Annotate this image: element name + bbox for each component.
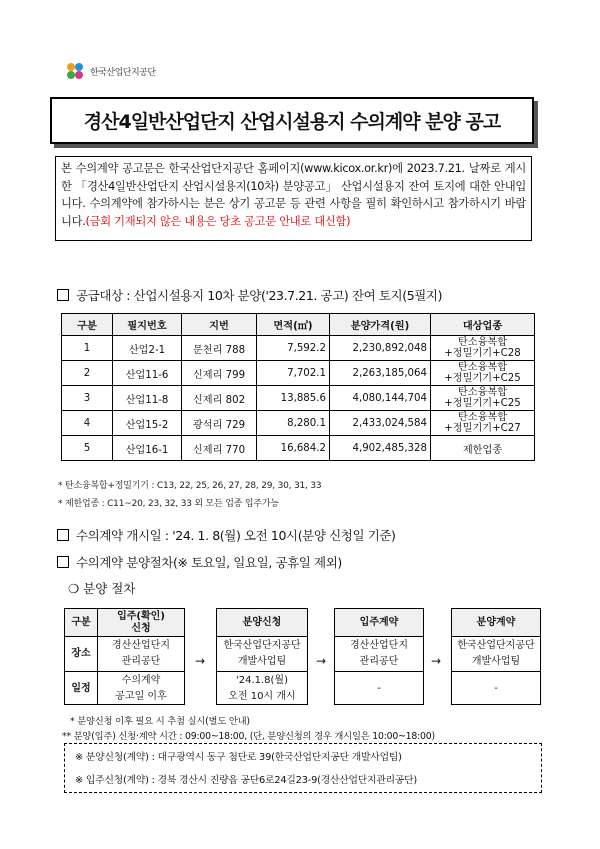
col-header-area: 면적(㎡) [257, 314, 330, 336]
cell-area: 7,702.1 [257, 361, 330, 386]
cell-lot: 신제리 770 [182, 436, 257, 461]
step4-place: 한국산업단지공단 개발사업팀 [457, 640, 535, 667]
cell-industry [431, 411, 535, 436]
cell-area: 8,280.1 [257, 411, 330, 436]
table-header-row [62, 314, 535, 336]
cell-price: 4,902,485,328 [330, 436, 431, 461]
process-label-column [64, 608, 98, 705]
industry-line1: 탄소융복합 [457, 412, 508, 423]
cell-no: 4 [62, 411, 113, 436]
cell-parcel: 산업11-8 [113, 386, 182, 411]
step4-schedule: - [452, 671, 540, 706]
address-box [64, 743, 542, 793]
step2-place: 한국산업단지공단 개발사업팀 [223, 640, 301, 667]
checkbox-square-icon [57, 556, 69, 568]
cell-lot: 신제리 799 [182, 361, 257, 386]
process-step-occupancy-contract [334, 608, 424, 705]
procedure-heading-text: 수의계약 분양절차(※ 토요일, 일요일, 공휴일 제외) [76, 555, 342, 570]
step3-schedule: - [335, 671, 423, 706]
industry-line2: +정밀기기+C25 [444, 398, 521, 409]
title-box [50, 97, 534, 144]
industry-line1: 탄소융복합 [457, 337, 508, 348]
notice-red-text: (금회 기재되지 않은 내용은 당초 공고문 안내로 대신함) [85, 214, 351, 228]
note-hours: ** 분양(입주) 신청·계약 시간 : 09:00~18:00, (단, 분양신청의 경우 개시일은 10:00~18:00) [62, 731, 435, 742]
table-row [62, 361, 535, 386]
table-row [62, 386, 535, 411]
supply-heading [57, 286, 442, 304]
step2-schedule: '24.1.8(월) 오전 10시 개시 [217, 671, 307, 706]
table-row [62, 411, 535, 436]
kicox-logo-icon [64, 60, 86, 82]
cell-price: 2,230,892,048 [330, 336, 431, 361]
arrow-icon: → [316, 654, 327, 668]
table-row [62, 336, 535, 361]
page-title: 경산4일반산업단지 산업시설용지 수의계약 분양 공고 [83, 111, 501, 133]
cell-industry [431, 436, 535, 461]
cell-parcel: 산업2-1 [113, 336, 182, 361]
start-date-heading [57, 526, 396, 544]
cell-industry [431, 336, 535, 361]
col-header-parcel: 필지번호 [113, 314, 182, 336]
cell-no: 5 [62, 436, 113, 461]
col-header-price: 분양가격(원) [330, 314, 431, 336]
cell-industry [431, 386, 535, 411]
process-label-place: 장소 [71, 648, 91, 659]
cell-price: 2,433,024,584 [330, 411, 431, 436]
cell-parcel: 산업11-6 [113, 361, 182, 386]
procedure-subheading: ❍ 분양 절차 [68, 581, 136, 596]
table-row [62, 436, 535, 461]
cell-no: 3 [62, 386, 113, 411]
cell-area: 16,684.2 [257, 436, 330, 461]
process-step-occupancy-request [97, 608, 185, 705]
notice-text: 본 수의계약 공고문은 한국산업단지공단 홈페이지(www.kicox.or.kr)에 2023.7.21. 날짜로 게시한 「경산4일반산업단지 산업시설용지(10차) 분양공고」 산업시설용지 잔여 토지에 대한 안내입니다. 수의계약에 참가하시는 분은 상기 공고문 등 관련 사항을 필히 확인하시고 참가하시기 바랍니다. [61, 162, 526, 228]
arrow-icon: → [431, 654, 442, 668]
step3-place: 경산산업단지 관리공단 [350, 640, 408, 667]
industry-line2: +정밀기기+C27 [444, 423, 521, 434]
start-date-text: 수의계약 개시일 : '24. 1. 8(월) 오전 10시(분양 신청일 기준) [76, 528, 396, 543]
industry-line2: +정밀기기+C28 [444, 348, 521, 359]
step1-header: 입주(확인) 신청 [98, 609, 184, 637]
notice-box [55, 156, 532, 241]
step4-header: 분양계약 [452, 609, 540, 637]
note-lottery: * 분양신청 이후 필요 시 추첨 실시(별도 안내) [70, 716, 250, 727]
col-header-lot: 지번 [182, 314, 257, 336]
arrow-icon: → [195, 654, 206, 668]
step2-header: 분양신청 [217, 609, 307, 637]
cell-price: 4,080,144,704 [330, 386, 431, 411]
cell-lot: 신제리 802 [182, 386, 257, 411]
checkbox-square-icon [57, 529, 69, 541]
step3-header: 입주계약 [335, 609, 423, 637]
parcel-table [61, 313, 535, 461]
footnote-restricted: * 제한업종 : C11~20, 23, 32, 33 외 모든 업종 입주가능 [58, 499, 279, 509]
cell-price: 2,263,185,064 [330, 361, 431, 386]
cell-area: 7,592.2 [257, 336, 330, 361]
process-label-schedule: 일정 [65, 671, 97, 706]
cell-lot: 문천리 788 [182, 336, 257, 361]
procedure-heading [57, 553, 342, 571]
industry-line2: +정밀기기+C25 [444, 373, 521, 384]
col-header-industry: 대상업종 [431, 314, 535, 336]
cell-industry [431, 361, 535, 386]
footnote-carbon: * 탄소융복합+정밀기기 : C13, 22, 25, 26, 27, 28, 29, 30, 31, 33 [58, 481, 322, 491]
industry-line1: 제한업종 [462, 444, 503, 456]
supply-text: 공급대상 : 산업시설용지 10차 분양('23.7.21. 공고) 잔여 토지(5필지) [76, 288, 443, 303]
industry-line1: 탄소융복합 [457, 387, 508, 398]
cell-lot: 광석리 729 [182, 411, 257, 436]
process-label-header: 구분 [65, 609, 97, 637]
address-sale: ※ 분양신청(계약) : 대구광역시 동구 첨단로 39(한국산업단지공단 개발사업팀) [75, 752, 402, 763]
industry-line1: 탄소융복합 [457, 362, 508, 373]
cell-parcel: 산업16-1 [113, 436, 182, 461]
checkbox-square-icon [57, 289, 69, 301]
col-header-no: 구분 [62, 314, 113, 336]
cell-no: 1 [62, 336, 113, 361]
cell-area: 13,885.6 [257, 386, 330, 411]
cell-no: 2 [62, 361, 113, 386]
logo-text: 한국산업단지공단 [90, 67, 156, 78]
step1-schedule: 수의계약 공고일 이후 [98, 671, 184, 706]
process-step-sale-request [216, 608, 308, 705]
logo [64, 60, 156, 82]
process-step-sale-contract [451, 608, 541, 705]
cell-parcel: 산업15-2 [113, 411, 182, 436]
step1-place: 경산산업단지 관리공단 [112, 640, 170, 667]
address-occupancy: ※ 입주신청(계약) : 경북 경산시 진량읍 공단6로24길23-9(경산산업단지관리공단) [75, 775, 418, 786]
